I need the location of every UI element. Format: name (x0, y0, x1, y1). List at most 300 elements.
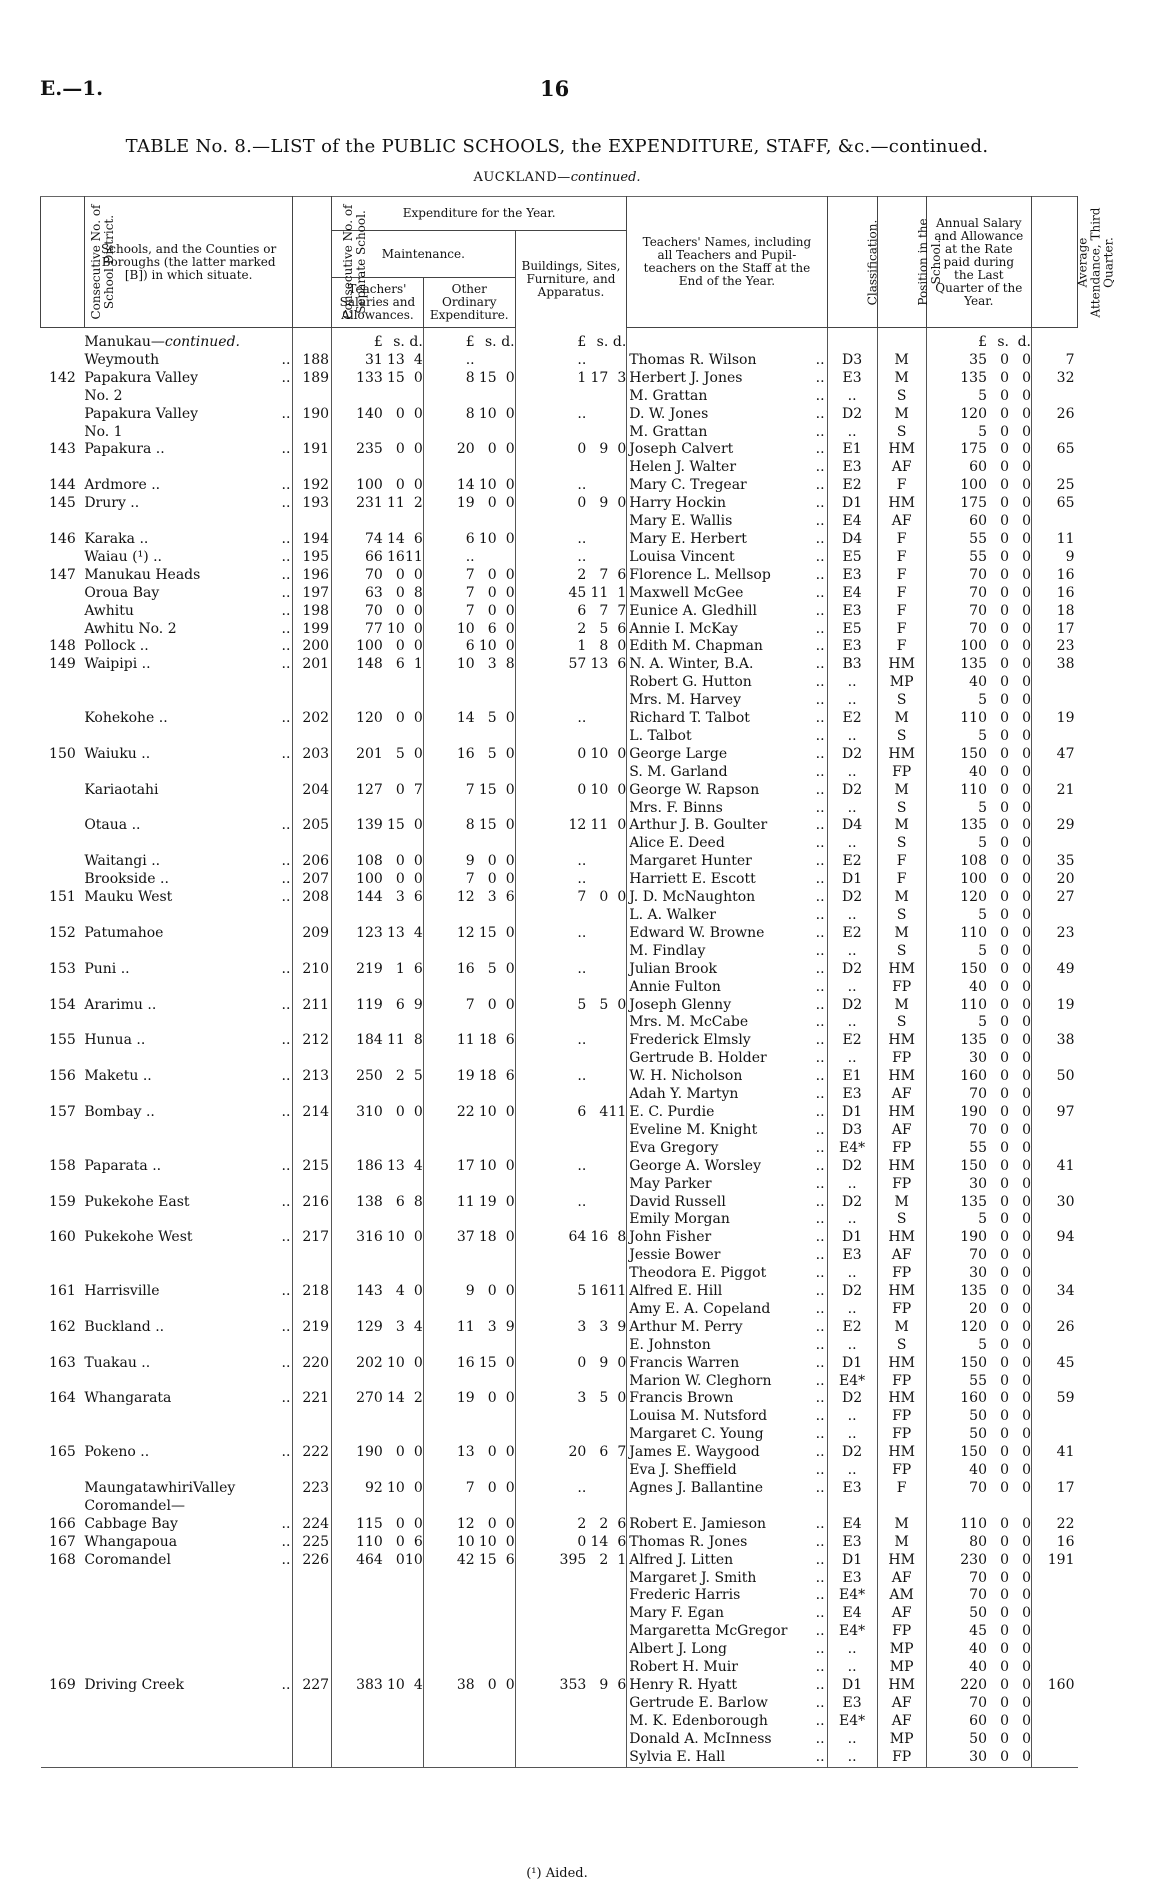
amount-pence: 8 (413, 584, 423, 601)
school-number (293, 943, 332, 961)
teachers-salaries (332, 979, 424, 997)
school-name (84, 656, 293, 674)
school-name (84, 406, 293, 424)
average-attendance (1032, 1176, 1078, 1194)
position: HM (877, 1068, 926, 1086)
school-number: 214 (293, 1104, 332, 1122)
position: F (877, 567, 926, 585)
school-name-text: Papakura Valley (84, 405, 199, 422)
annual-salary (926, 1319, 1031, 1337)
buildings-expenditure (515, 1659, 627, 1677)
buildings-expenditure (515, 889, 627, 907)
district-number: 158 (49, 1157, 76, 1174)
teacher-name (627, 1355, 827, 1373)
school-name (84, 441, 293, 459)
amount-pounds: 115 (356, 1515, 383, 1532)
school-name-text: No. 1 (84, 423, 123, 440)
district-number: 169 (49, 1676, 76, 1693)
teacher-name-text: Albert J. Long (629, 1641, 728, 1658)
amount-shillings: 16 (590, 1283, 609, 1300)
leader-dots: .. (815, 423, 825, 440)
table-row (41, 1713, 1078, 1731)
classification: .. (827, 424, 877, 442)
school-number (293, 1050, 332, 1068)
amount-shillings: 0 (1000, 441, 1009, 458)
amount-pence: 0 (505, 1157, 515, 1174)
leader-dots: .. (281, 960, 291, 977)
teacher-name (627, 495, 827, 513)
amount-shillings: 0 (487, 1676, 497, 1693)
school-name (84, 710, 293, 728)
leader-dots: .. (815, 638, 825, 655)
amount-pence: 0 (413, 1444, 423, 1461)
amount-pounds: 70 (969, 1587, 987, 1604)
school-name (84, 1337, 293, 1355)
school-number (293, 907, 332, 925)
annual-salary (926, 1301, 1031, 1319)
amount-pence: 0 (1022, 1659, 1031, 1676)
average-attendance (1032, 424, 1078, 442)
leader-dots: .. (281, 1193, 291, 1210)
amount-shillings: 0 (1000, 1623, 1009, 1640)
teacher-name (627, 1426, 827, 1444)
teachers-salaries (332, 1337, 424, 1355)
amount-pounds: 6 (577, 1103, 587, 1120)
district-number (41, 513, 85, 531)
amount-pounds: 40 (969, 1641, 987, 1658)
table-row (41, 979, 1078, 997)
amount-shillings (586, 1480, 608, 1498)
col-header-expenditure: Expenditure for the Year. (332, 197, 627, 231)
district-number (41, 352, 85, 370)
leader-dots: .. (815, 1676, 825, 1693)
amount-pounds: 219 (356, 960, 383, 977)
amount-pence: 0 (617, 781, 627, 798)
teachers-salaries (332, 1068, 424, 1086)
district-number: 162 (49, 1318, 76, 1335)
table-row (41, 1355, 1078, 1373)
buildings-expenditure (515, 1534, 627, 1552)
amount-pence: 0 (1022, 1103, 1031, 1120)
amount-pence: 0 (505, 495, 515, 512)
leader-dots: .. (281, 1551, 291, 1568)
district-number (41, 1086, 85, 1104)
school-name-text: Papakura .. (84, 441, 165, 458)
leader-dots: .. (815, 745, 825, 762)
amount-pence: 6 (413, 960, 423, 977)
amount-pounds: 10 (456, 656, 475, 673)
school-name-text: Hunua .. (84, 1032, 146, 1049)
other-expenditure (423, 1337, 515, 1355)
amount-pence: 0 (1022, 692, 1031, 709)
amount-pence: 6 (617, 1676, 627, 1693)
amount-shillings: 8 (599, 638, 609, 655)
table-row (41, 1677, 1078, 1695)
school-name (84, 1498, 293, 1516)
leader-dots: .. (815, 1694, 825, 1711)
district-number (41, 388, 85, 406)
leader-dots: .. (815, 727, 825, 744)
teachers-salaries (332, 1570, 424, 1588)
district-number: 149 (49, 656, 76, 673)
other-expenditure (423, 424, 515, 442)
other-expenditure (423, 782, 515, 800)
district-number (41, 1373, 85, 1391)
amount-shillings: 5 (395, 745, 405, 762)
leader-dots: .. (815, 960, 825, 977)
amount-pounds: 55 (969, 548, 987, 565)
buildings-expenditure (515, 1194, 627, 1212)
average-attendance (1032, 1265, 1078, 1283)
amount-pence: 0 (1022, 817, 1031, 834)
teacher-name-text: Mrs. F. Binns (629, 799, 723, 816)
teachers-salaries (332, 835, 424, 853)
average-attendance: 25 (1032, 477, 1078, 495)
teacher-name (627, 1677, 827, 1695)
amount-shillings: 0 (395, 602, 405, 619)
amount-shillings: 10 (590, 781, 609, 798)
school-name-text: Oroua Bay (84, 584, 160, 601)
leader-dots: .. (815, 1032, 825, 1049)
district-number (41, 1462, 85, 1480)
amount-shillings: 5 (487, 745, 497, 762)
school-name (84, 1319, 293, 1337)
position: FP (877, 979, 926, 997)
teacher-name (627, 835, 827, 853)
teacher-name-text: George Large (629, 745, 728, 762)
amount-shillings: 5 (487, 710, 497, 727)
other-expenditure (423, 1122, 515, 1140)
school-name (84, 728, 293, 746)
teacher-name-text: Alfred E. Hill (629, 1283, 723, 1300)
position: S (877, 800, 926, 818)
leader-dots: .. (281, 405, 291, 422)
other-expenditure (423, 692, 515, 710)
amount-pence: 0 (617, 1354, 627, 1371)
amount-pounds: 5 (978, 423, 987, 440)
other-expenditure (423, 728, 515, 746)
annual-salary (926, 1570, 1031, 1588)
amount-pence: 9 (617, 1318, 627, 1335)
teacher-name-text: M. K. Edenborough (629, 1712, 768, 1729)
buildings-expenditure (515, 1731, 627, 1749)
teachers-salaries (332, 853, 424, 871)
district-number (41, 459, 85, 477)
amount-pounds: 150 (960, 1444, 987, 1461)
district-number: 155 (49, 1032, 76, 1049)
school-name (84, 1534, 293, 1552)
leader-dots: .. (815, 548, 825, 565)
average-attendance: 7 (1032, 352, 1078, 370)
other-expenditure (423, 1176, 515, 1194)
district-number: 156 (49, 1068, 76, 1085)
school-name (84, 1677, 293, 1695)
school-number (293, 1373, 332, 1391)
teachers-salaries (332, 925, 424, 943)
school-name (84, 1390, 293, 1408)
teacher-name-text: Donald A. McInness (629, 1730, 772, 1747)
leader-dots: .. (815, 996, 825, 1013)
amount-pence: 0 (1022, 1139, 1031, 1156)
school-name (84, 853, 293, 871)
average-attendance: 191 (1032, 1552, 1078, 1570)
amount-shillings: 4 (599, 1103, 609, 1120)
page-number: 16 (540, 76, 570, 101)
amount-shillings: 0 (1000, 1300, 1009, 1317)
amount-pence: 0 (505, 853, 515, 870)
average-attendance: 50 (1032, 1068, 1078, 1086)
amount-shillings (586, 1032, 608, 1050)
buildings-expenditure (515, 979, 627, 997)
table-row (41, 907, 1078, 925)
amount-pence: 0 (413, 710, 423, 727)
classification: E5 (827, 549, 877, 567)
amount-shillings: 0 (1000, 1139, 1009, 1156)
school-number (293, 674, 332, 692)
teacher-name (627, 1032, 827, 1050)
district-number: 159 (49, 1193, 76, 1210)
table-row (41, 406, 1078, 424)
buildings-expenditure (515, 352, 627, 370)
amount-pounds: 14 (456, 477, 475, 494)
leader-dots: .. (281, 1354, 291, 1371)
amount-pounds: 175 (960, 441, 987, 458)
teachers-salaries (332, 1677, 424, 1695)
amount-shillings: 0 (1000, 1086, 1009, 1103)
amount-pounds: 60 (969, 459, 987, 476)
teacher-name (627, 1086, 827, 1104)
amount-shillings (586, 549, 608, 567)
amount-pence: 0 (1022, 1676, 1031, 1693)
table-row (41, 638, 1078, 656)
table-row (41, 531, 1078, 549)
amount-pounds: 40 (969, 978, 987, 995)
classification: E2 (827, 853, 877, 871)
school-name (84, 1355, 293, 1373)
table-row (41, 1050, 1078, 1068)
school-number (293, 513, 332, 531)
annual-salary (926, 1247, 1031, 1265)
average-attendance (1032, 979, 1078, 997)
teacher-name-text: Mary E. Herbert (629, 530, 747, 547)
amount-shillings (475, 352, 497, 370)
amount-shillings (586, 1194, 608, 1212)
leader-dots: .. (281, 1068, 291, 1085)
school-name (84, 764, 293, 782)
amount-pounds: 70 (969, 584, 987, 601)
teachers-salaries (332, 1444, 424, 1462)
table-row (41, 549, 1078, 567)
position: HM (877, 656, 926, 674)
teacher-name (627, 621, 827, 639)
leader-dots: .. (281, 889, 291, 906)
position: FP (877, 1301, 926, 1319)
school-name (84, 1265, 293, 1283)
amount-pence (608, 531, 626, 549)
amount-shillings: 18 (478, 1032, 497, 1049)
school-name (84, 1176, 293, 1194)
average-attendance (1032, 459, 1078, 477)
teacher-name-text: Alfred J. Litten (629, 1551, 734, 1568)
other-expenditure (423, 1086, 515, 1104)
school-name-text: Patumahoe (84, 924, 164, 941)
position: HM (877, 495, 926, 513)
col-header-teachers-salaries: Teachers' Salaries and Allowances. (332, 278, 424, 328)
amount-shillings: 13 (387, 1157, 405, 1174)
table-row (41, 835, 1078, 853)
amount-pence: 0 (1022, 441, 1031, 458)
position: FP (877, 1140, 926, 1158)
annual-salary (926, 925, 1031, 943)
table-row (41, 585, 1078, 603)
amount-shillings: 7 (599, 602, 609, 619)
annual-salary (926, 1623, 1031, 1641)
teacher-name-text: Robert H. Muir (629, 1659, 738, 1676)
district-number (41, 1731, 85, 1749)
teacher-name (627, 549, 827, 567)
position: F (877, 477, 926, 495)
other-expenditure (423, 388, 515, 406)
amount-pounds: 5 (978, 907, 987, 923)
amount-pounds: 160 (960, 1390, 987, 1407)
table-row (41, 1444, 1078, 1462)
school-number (293, 459, 332, 477)
teacher-name-text: Louisa Vincent (629, 548, 735, 565)
annual-salary (926, 1194, 1031, 1212)
leader-dots: .. (815, 1605, 825, 1622)
amount-shillings: 0 (395, 638, 405, 655)
amount-shillings: 11 (590, 584, 609, 601)
other-expenditure (423, 871, 515, 889)
amount-shillings: 13 (387, 351, 405, 368)
district-number: 150 (49, 745, 76, 762)
position: MP (877, 1641, 926, 1659)
amount-pence: 0 (505, 1480, 515, 1496)
annual-salary (926, 549, 1031, 567)
school-number: 194 (293, 531, 332, 549)
amount-pence: 0 (1022, 978, 1031, 995)
amount-pounds: 0 (577, 495, 587, 512)
teachers-salaries (332, 961, 424, 979)
position: AF (877, 1122, 926, 1140)
amount-pence (608, 853, 626, 871)
other-expenditure (423, 1444, 515, 1462)
classification: E3 (827, 603, 877, 621)
amount-pence: 0 (505, 710, 515, 727)
table-body (41, 328, 1078, 1768)
amount-pounds: 138 (356, 1193, 383, 1210)
table-row (41, 1211, 1078, 1229)
district-number (41, 585, 85, 603)
teacher-name (627, 674, 827, 692)
annual-salary (926, 531, 1031, 549)
classification: E3 (827, 1695, 877, 1713)
buildings-expenditure (515, 817, 627, 835)
position: FP (877, 1623, 926, 1641)
district-number (41, 1176, 85, 1194)
amount-pounds: .. (577, 1068, 587, 1085)
school-number: 222 (293, 1444, 332, 1462)
teachers-salaries (332, 800, 424, 818)
average-attendance: 49 (1032, 961, 1078, 979)
amount-pence: 7 (617, 602, 627, 619)
amount-pence: 0 (505, 960, 515, 977)
amount-pounds: .. (577, 853, 587, 870)
district-number: 161 (49, 1283, 76, 1300)
amount-pounds: 38 (456, 1676, 475, 1693)
school-name (84, 549, 293, 567)
amount-shillings: 6 (487, 620, 497, 637)
amount-shillings: 0 (1000, 1605, 1009, 1622)
amount-pounds: 70 (969, 1121, 987, 1138)
teacher-name-text: May Parker (629, 1175, 712, 1192)
buildings-expenditure (515, 764, 627, 782)
district-number: 152 (49, 924, 76, 941)
annual-salary (926, 1462, 1031, 1480)
amount-shillings: 0 (1000, 459, 1009, 476)
teacher-name (627, 817, 827, 835)
amount-pounds: 6 (465, 530, 475, 547)
classification: D1 (827, 1677, 877, 1695)
teachers-salaries (332, 1229, 424, 1247)
amount-shillings: 9 (599, 1676, 609, 1693)
position: S (877, 424, 926, 442)
buildings-expenditure (515, 549, 627, 567)
other-expenditure (423, 889, 515, 907)
amount-pounds: 175 (960, 495, 987, 512)
classification: .. (827, 1050, 877, 1068)
position: M (877, 406, 926, 424)
teachers-salaries (332, 585, 424, 603)
amount-pounds: 108 (356, 853, 383, 870)
amount-pounds: 20 (568, 1444, 587, 1461)
annual-salary (926, 997, 1031, 1015)
table-row (41, 1480, 1078, 1498)
amount-pounds: 14 (456, 710, 475, 727)
leader-dots: .. (281, 548, 291, 565)
school-name (84, 585, 293, 603)
teacher-name (627, 1140, 827, 1158)
teachers-salaries (332, 352, 424, 370)
position: AM (877, 1587, 926, 1605)
school-number (293, 835, 332, 853)
average-attendance (1032, 674, 1078, 692)
school-name-text: Ardmore .. (84, 477, 161, 494)
amount-pence: 0 (1022, 1086, 1031, 1103)
district-number (41, 1641, 85, 1659)
classification: D1 (827, 871, 877, 889)
amount-shillings: 11 (590, 817, 609, 834)
teacher-name-text: Thomas R. Jones (629, 1533, 748, 1550)
teacher-name (627, 764, 827, 782)
amount-pounds: 16 (456, 745, 475, 762)
amount-pounds: .. (577, 710, 587, 727)
amount-pounds: 190 (960, 1229, 987, 1246)
amount-pence: 0 (1022, 1050, 1031, 1067)
classification: D2 (827, 997, 877, 1015)
buildings-expenditure (515, 1587, 627, 1605)
teacher-name (627, 853, 827, 871)
other-expenditure (423, 1211, 515, 1229)
leader-dots: .. (815, 817, 825, 834)
amount-pounds: 135 (960, 1283, 987, 1300)
amount-shillings: 0 (1000, 907, 1009, 923)
table-row (41, 1265, 1078, 1283)
amount-pence: 11 (405, 548, 423, 565)
table-row (41, 1534, 1078, 1552)
leader-dots: .. (281, 1515, 291, 1532)
other-expenditure (423, 1659, 515, 1677)
